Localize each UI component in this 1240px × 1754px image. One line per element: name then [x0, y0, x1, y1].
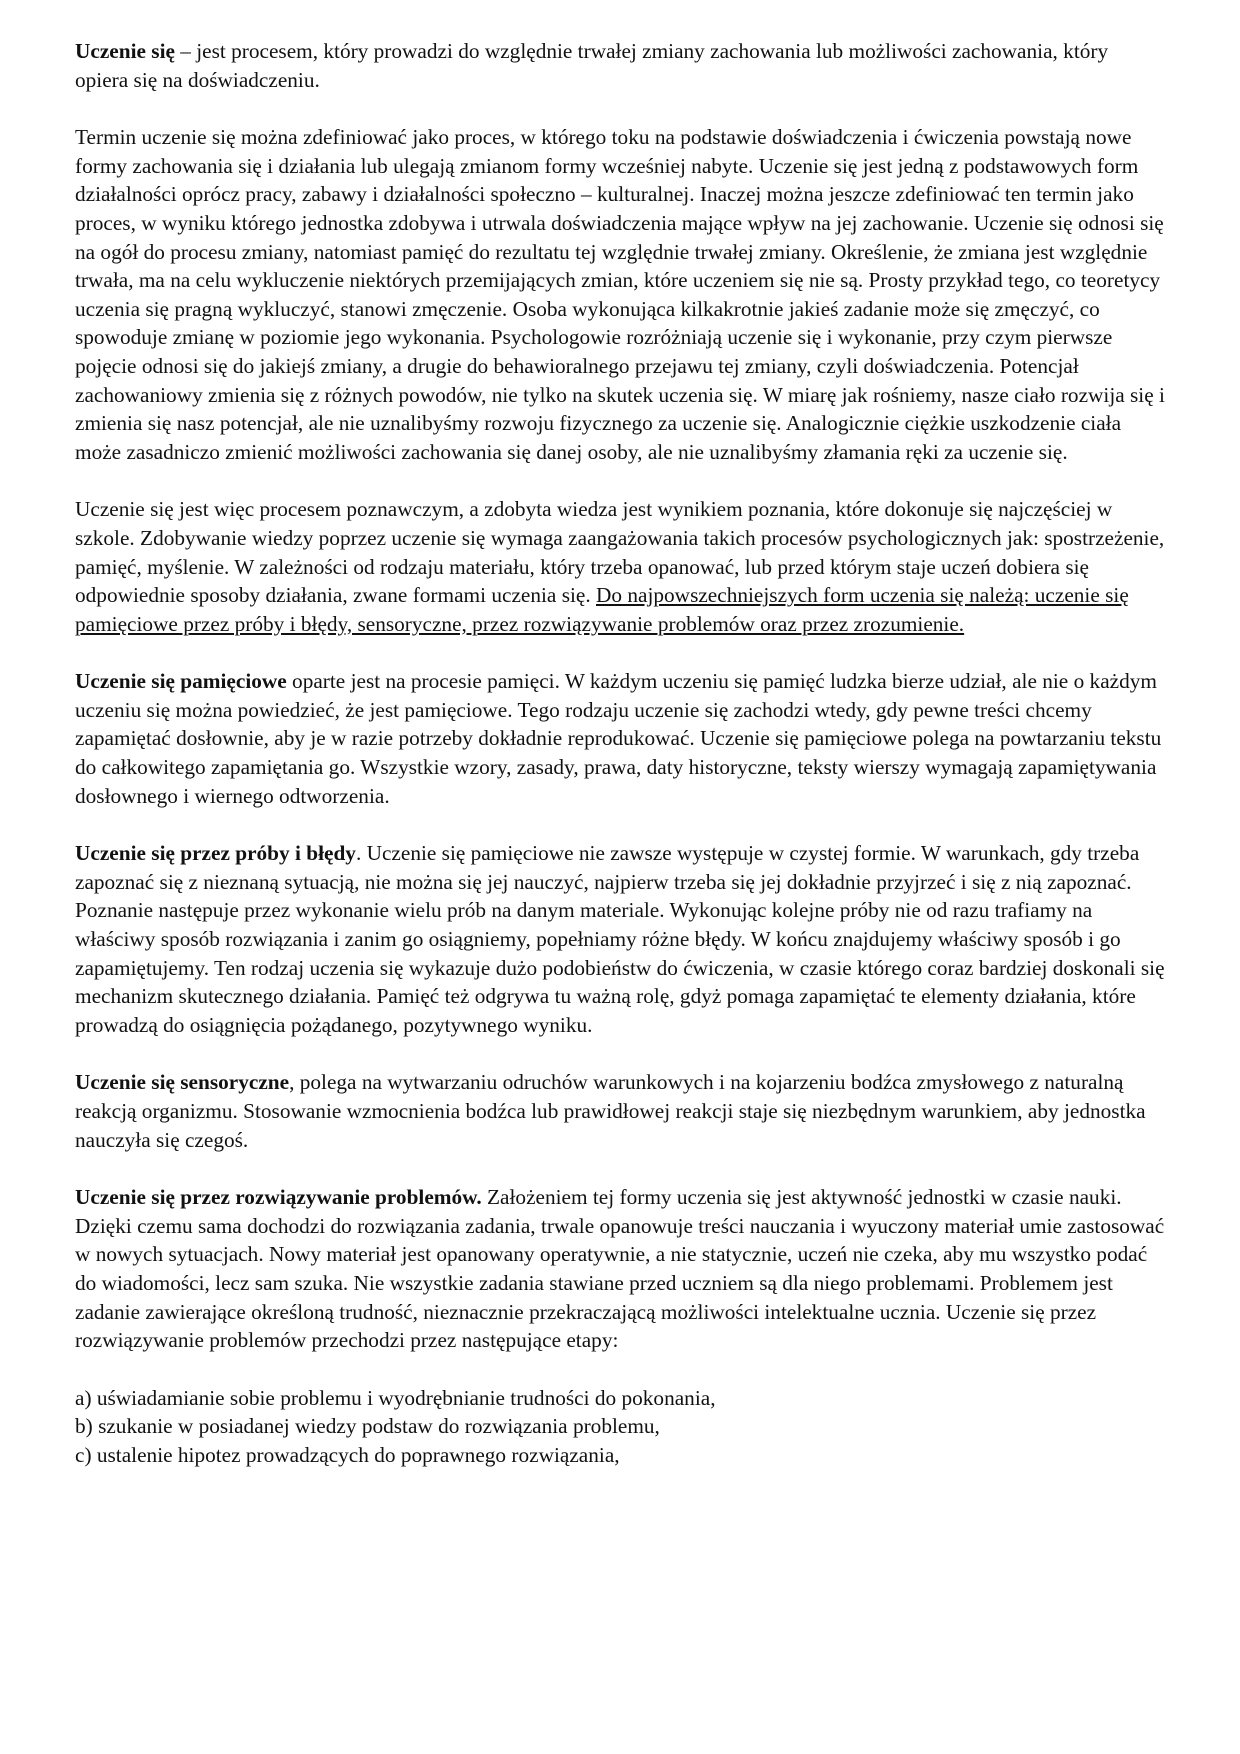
- stages-list: [75, 1384, 1165, 1470]
- paragraph-proby-bledy: [75, 839, 1165, 1039]
- term-sensoryczne: Uczenie się sensoryczne: [75, 1070, 290, 1095]
- paragraph-text: – jest procesem, który prowadzi do względnie trwałej zmiany zachowania lub możliwości zachowania, który opiera się na doświadczeniu.: [75, 39, 1109, 92]
- paragraph-text: Założeniem tej formy uczenia się jest aktywność jednostki w czasie nauki. Dzięki czemu sama dochodzi do rozwiązania zadania, trwale opanowuje treści nauczania i wyuczony materiał umie zastosować w nowych sytuacjach. Nowy materiał jest opanowany operatywnie, a nie statycznie, uczeń nie czeka, aby mu wszystko podać do wiadomości, lecz sam szuka. Nie wszystkie zadania stawiane przed uczniem są dla niego problemami. Problemem jest zadanie zawierające określoną trudność, nieznacznie przekraczającą możliwości intelektualne ucznia. Uczenie się przez rozwiązywanie problemów przechodzi przez następujące etapy:: [75, 1185, 1165, 1353]
- paragraph-pamieciowe: [75, 667, 1165, 810]
- list-item: c) ustalenie hipotez prowadzących do poprawnego rozwiązania,: [75, 1442, 620, 1467]
- term-uczenie-sie: Uczenie się: [75, 39, 175, 63]
- paragraph-text: . Uczenie się pamięciowe nie zawsze występuje w czystej formie. W warunkach, gdy trzeba zapoznać się z nieznaną sytuacją, nie można się jej nauczyć, najpierw trzeba się jej dokładnie przyjrzeć i się z nią zapoznać. Poznanie następuje przez wykonanie wielu prób na danym materiale. Wykonując kolejne próby nie od razu trafiamy na właściwy sposób rozwiązania i zanim go osiągniemy, popełniamy różne błędy. W końcu znajdujemy właściwy sposób i go zapamiętujemy. Ten rodzaj uczenia się wykazuje dużo podobieństw do ćwiczenia, w czasie którego coraz bardziej doskonali się mechanizm skutecznego działania. Pamięć też odgrywa tu ważną rolę, gdyż pomaga zapamiętać te elementy działania, które prowadzą do osiągnięcia pożądanego, pozytywnego wyniku.: [75, 841, 1165, 1037]
- paragraph-termin: [75, 123, 1165, 466]
- paragraph-problemy: [75, 1183, 1165, 1355]
- term-pamieciowe: Uczenie się pamięciowe: [75, 669, 287, 694]
- paragraph-proces-poznawczy: [75, 495, 1165, 638]
- paragraph-text: , polega na wytwarzaniu odruchów warunkowych i na kojarzeniu bodźca zmysłowego z naturalną reakcją organizmu. Stosowanie wzmocnienia bodźca lub prawidłowej reakcji staje się niezbędnym warunkiem, aby jednostka nauczyła się czegoś.: [75, 1070, 1146, 1152]
- list-item: a) uświadamianie sobie problemu i wyodrębnianie trudności do pokonania,: [75, 1385, 716, 1410]
- paragraph-text: Termin uczenie się można zdefiniować jako proces, w którego toku na podstawie doświadczenia i ćwiczenia powstają nowe formy zachowania się i działania lub ulegają zmianom formy wcześniej nabyte. Uczenie się jest jedną z podstawowych form działalności oprócz pracy, zabawy i działalności społeczno – kulturalnej. Inaczej można jeszcze zdefiniować ten termin jako proces, w wyniku którego jednostka zdobywa i utrwala doświadczenia mające wpływ na jej zachowanie. Uczenie się odnosi się na ogół do procesu zmiany, natomiast pamięć do rezultatu tej względnie trwałej zmiany. Określenie, że zmiana jest względnie trwała, ma na celu wykluczenie niektórych przemijających zmian, które uczeniem się nie są. Prosty przykład tego, co teoretycy uczenia się pragną wykluczyć, stanowi zmęczenie. Osoba wykonująca kilkakrotnie jakieś zadanie może się zmęczyć, co spowoduje zmianę w poziomie jego wykonania. Psychologowie rozróżniają uczenie się i wykonanie, przy czym pierwsze pojęcie odnosi się do jakiejś zmiany, a drugie do behawioralnego przejawu tej zmiany, czyli doświadczenia. Potencjał zachowaniowy zmienia się z różnych powodów, nie tylko na skutek uczenia się. W miarę jak rośniemy, nasze ciało rozwija się i zmienia się nasz potencjał, ale nie uznalibyśmy rozwoju fizycznego za uczenie się. Analogicznie ciężkie uszkodzenie ciała może zasadniczo zmienić możliwości zachowania się danej osoby, ale nie uznalibyśmy złamania ręki za uczenie się.: [75, 125, 1165, 464]
- list-item: b) szukanie w posiadanej wiedzy podstaw do rozwiązania problemu,: [75, 1414, 660, 1439]
- underlined-forms-sentence: Do najpowszechniejszych form uczenia się należą: uczenie się pamięciowe przez próby i błędy, sensoryczne, przez rozwiązywanie problemów oraz przez zrozumienie.: [75, 583, 1129, 636]
- paragraph-text: oparte jest na procesie pamięci. W każdym uczeniu się pamięć ludzka bierze udział, ale nie o każdym uczeniu się można powiedzieć, że jest pamięciowe. Tego rodzaju uczenie się zachodzi wtedy, gdy pewne treści chcemy zapamiętać dosłownie, aby je w razie potrzeby dokładnie reprodukować. Uczenie się pamięciowe polega na powtarzaniu tekstu do całkowitego zapamiętania go. Wszystkie wzory, zasady, prawa, daty historyczne, teksty wierszy wymagają zapamiętywania dosłownego i wiernego odtworzenia.: [75, 669, 1162, 808]
- paragraph-sensoryczne: [75, 1068, 1165, 1154]
- paragraph-definition: [75, 37, 1165, 94]
- term-proby-bledy: Uczenie się przez próby i błędy: [75, 841, 356, 866]
- paragraph-text: Uczenie się jest więc procesem poznawczym, a zdobyta wiedza jest wynikiem poznania, które dokonuje się najczęściej w szkole. Zdobywanie wiedzy poprzez uczenie się wymaga zaangażowania takich procesów psychologicznych jak: spostrzeżenie, pamięć, myślenie. W zależności od rodzaju materiału, który trzeba opanować, lub przed którym staje uczeń dobiera się odpowiednie sposoby działania, zwane formami uczenia się.: [75, 497, 1165, 608]
- term-rozwiazywanie-problemow: Uczenie się przez rozwiązywanie problemów.: [75, 1185, 482, 1210]
- document-page: [75, 37, 1165, 1470]
